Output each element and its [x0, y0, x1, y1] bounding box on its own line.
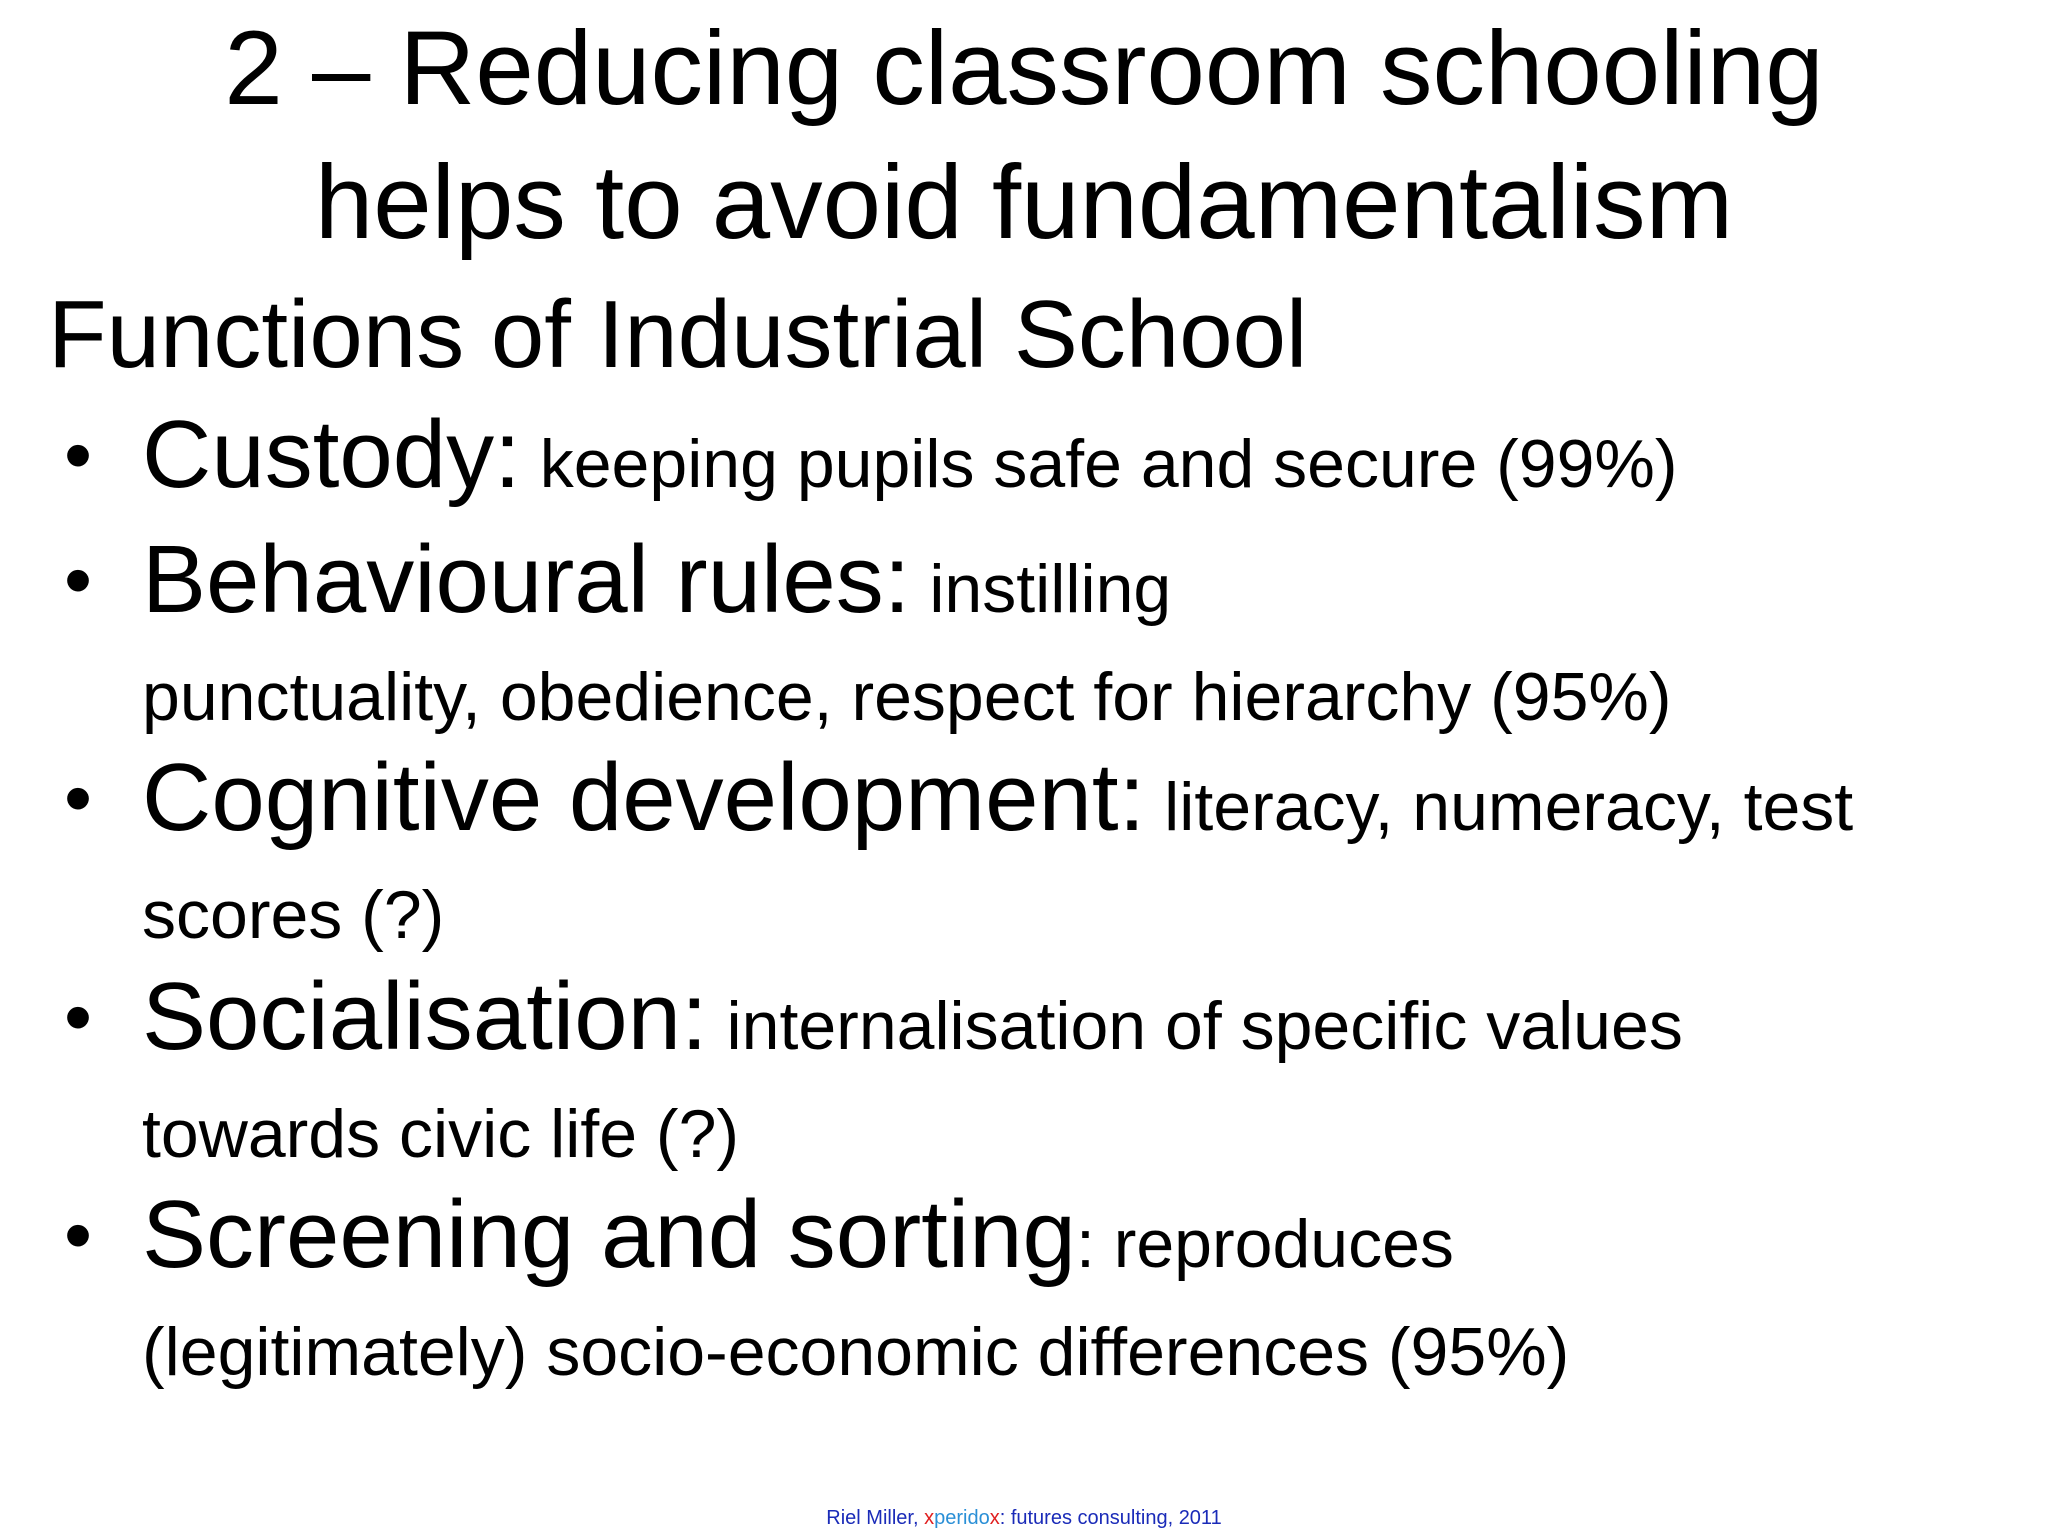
bullet-continuation: punctuality, obedience, respect for hierarchy (95%) [142, 659, 1672, 735]
bullet-dot: • [64, 410, 93, 499]
bullet-text [142, 403, 2048, 516]
footer-company-year: : futures consulting, 2011 [999, 1507, 1222, 1529]
bullet-term: Socialisation: [142, 963, 708, 1070]
footer-brand-x-end: x [989, 1507, 1000, 1529]
footer-brand-x-start: x [924, 1507, 935, 1529]
bullet-first-line [142, 965, 2048, 1078]
bullet-term: Screening and sorting [142, 1181, 1076, 1288]
bullet-dot: • [64, 753, 93, 842]
bullet-dot: • [64, 535, 93, 624]
bullet-text [142, 528, 2048, 753]
section-heading: Functions of Industrial School [48, 281, 1308, 388]
bullet-description: : reproduces [1075, 1206, 1454, 1282]
bullet-text [142, 1183, 2048, 1408]
slide-title [0, 2, 2048, 270]
footer-author: Riel Miller, [826, 1507, 925, 1529]
footer-credit [0, 1506, 2048, 1530]
bullet-first-line [142, 1183, 2048, 1296]
bullet-term: Custody: [142, 401, 521, 508]
bullet-continuation: towards civic life (?) [142, 1096, 740, 1172]
bullet-description: internalisation of specific values [707, 988, 1683, 1064]
bullet-first-line [142, 403, 2048, 516]
bullet-text [142, 965, 2048, 1190]
bullet-description: keeping pupils safe and secure (99%) [520, 426, 1678, 502]
bullet-description: literacy, numeracy, test [1145, 769, 1854, 845]
bullet-term: Behavioural rules: [142, 526, 911, 633]
bullet-text [142, 746, 2048, 971]
bullet-description: instilling [910, 551, 1172, 627]
bullet-dot: • [64, 1190, 93, 1279]
slide-title-line-1: 2 – Reducing classroom schooling [224, 10, 1824, 127]
bullet-continuation: (legitimately) socio-economic differences (95%) [142, 1314, 1570, 1390]
bullet-dot: • [64, 972, 93, 1061]
bullet-continuation: scores (?) [142, 877, 445, 953]
bullet-term: Cognitive development: [142, 744, 1146, 851]
bullet-first-line [142, 746, 2048, 859]
slide-title-line-2: helps to avoid fundamentalism [314, 144, 1734, 261]
bullet-first-line [142, 528, 2048, 641]
footer-brand-middle: perido [934, 1507, 990, 1529]
